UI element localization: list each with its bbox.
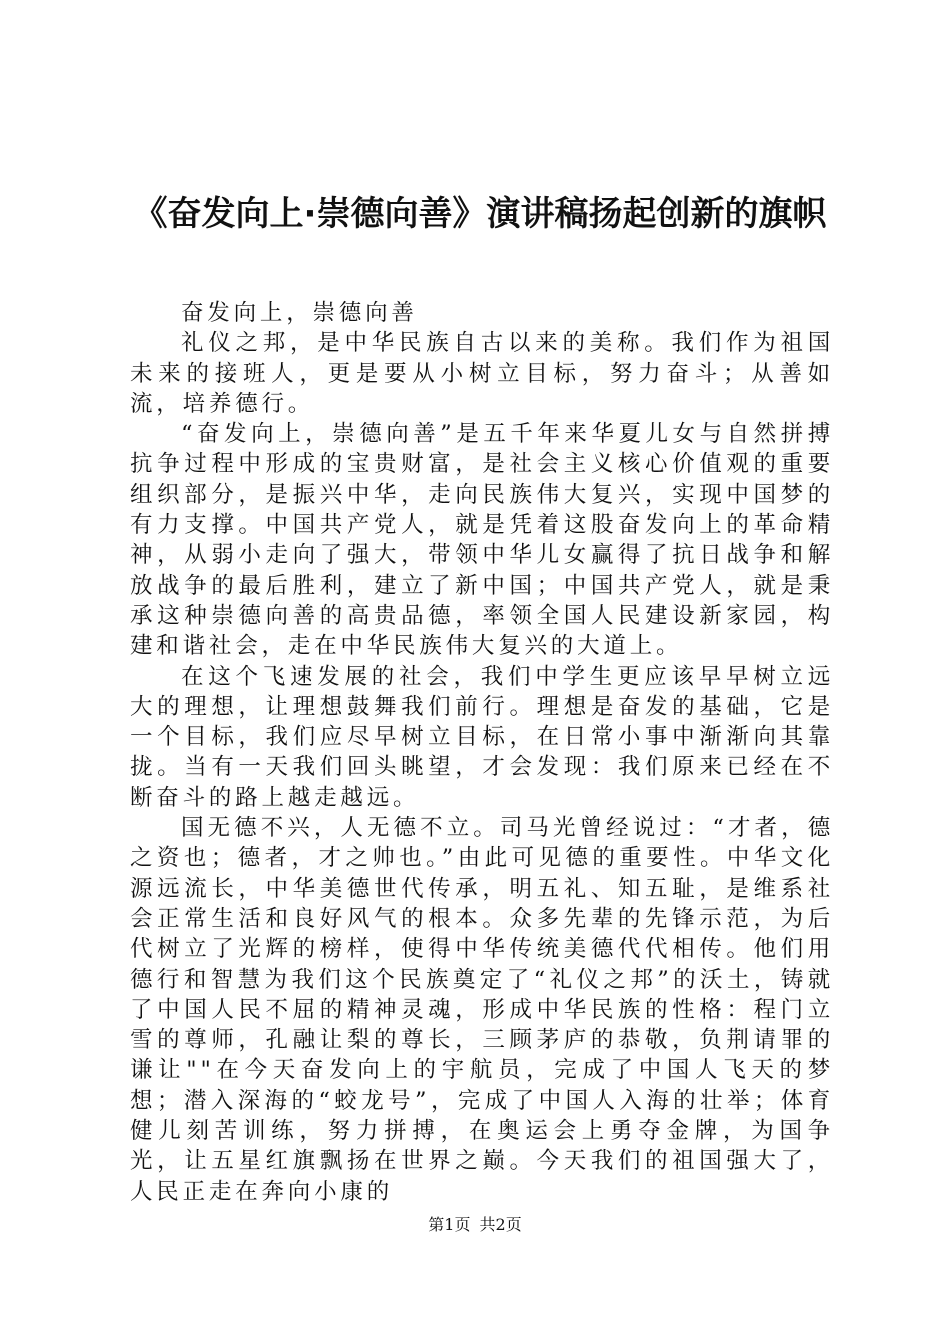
paragraph: 国无德不兴，人无德不立。司马光曾经说过：“才者，德之资也；德者，才之帅也。”由此可见德的重要性。中华文化源远流长，中华美德世代传承，明五礼、知五耻，是维系社会正常生活和良好风气的根本。众多先辈的先锋示范，为后代树立了光辉的榜样，使得中华传统美德代代相传。他们用德行和智慧为我们这个民族奠定了“礼仪之邦”的沃土，铸就了中国人民不屈的精神灵魂，形成中华民族的性格：程门立雪的尊师，孔融让梨的尊长，三顾茅庐的恭敬，负荆请罪的谦让""在今天奋发向上的宇航员，完成了中国人飞天的梦想；潜入深海的“蛟龙号”，完成了中国人入海的壮举；体育健儿刻苦训练，努力拼搏，在奥运会上勇夺金牌，为国争光，让五星红旗飘扬在世界之巅。今天我们的祖国强大了，人民正走在奔向小康的	[130, 815, 834, 1205]
page-number: 第1页	[428, 1215, 471, 1234]
paragraph: 礼仪之邦，是中华民族自古以来的美称。我们作为祖国未来的接班人，更是要从小树立目标，努力奋斗；从善如流，培养德行。	[130, 330, 834, 417]
page-total: 共2页	[479, 1215, 522, 1234]
paragraph: “奋发向上，崇德向善”是五千年来华夏儿女与自然拼搏抗争过程中形成的宝贵财富，是社会主义核心价值观的重要组织部分，是振兴中华，走向民族伟大复兴，实现中国梦的有力支撑。中国共产党人，就是凭着这股奋发向上的革命精神，从弱小走向了强大，带领中华儿女赢得了抗日战争和解放战争的最后胜利，建立了新中国；中国共产党人，就是秉承这种崇德向善的高贵品德，率领全国人民建设新家园，构建和谐社会，走在中华民族伟大复兴的大道上。	[130, 421, 834, 660]
page-footer	[0, 1214, 950, 1236]
paragraph-heading: 奋发向上，崇德向善	[181, 300, 418, 326]
document-title: 《奋发向上·崇德向善》演讲稿扬起创新的旗帜	[133, 194, 827, 234]
document-body	[130, 298, 834, 1207]
paragraph: 在这个飞速发展的社会，我们中学生更应该早早树立远大的理想，让理想鼓舞我们前行。理想是奋发的基础，它是一个目标，我们应尽早树立目标，在日常小事中渐渐向其靠拢。当有一天我们回头眺望，才会发现：我们原来已经在不断奋斗的路上越走越远。	[130, 663, 834, 811]
